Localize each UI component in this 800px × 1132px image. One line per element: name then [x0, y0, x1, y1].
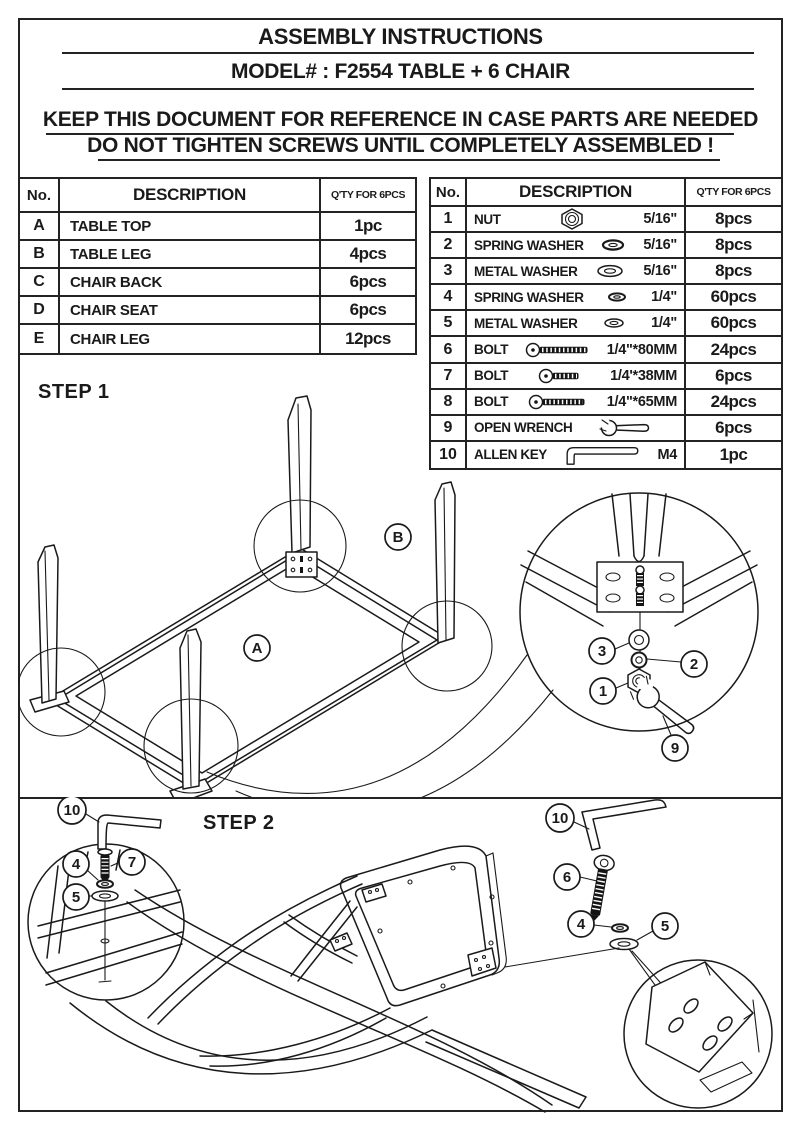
- callout-bolt-right: [554, 864, 580, 890]
- seat-underside-lines: [38, 850, 182, 985]
- row-description: CHAIR LEG: [60, 325, 321, 353]
- row-no: 8: [431, 390, 467, 416]
- row-description: TABLE TOP: [60, 213, 321, 241]
- spring-washer-right: [612, 924, 628, 932]
- callout-table-leg: [385, 524, 411, 550]
- part-name: BOLT: [474, 368, 509, 384]
- bolt-right: [584, 854, 615, 923]
- part-size: 1/4": [651, 315, 677, 332]
- parts-table-left: [18, 177, 417, 355]
- spring-washer-left: [97, 880, 113, 888]
- row-no: 6: [431, 337, 467, 363]
- step1-detail-view: [520, 493, 758, 761]
- part-size: 1/4"*80MM: [606, 341, 677, 358]
- row-qty: 8pcs: [686, 233, 781, 259]
- hex-nut-icon: [559, 207, 585, 231]
- row-no: A: [20, 213, 60, 241]
- row-qty: 60pcs: [686, 285, 781, 311]
- part-name: BOLT: [474, 394, 509, 410]
- row-qty: 12pcs: [321, 325, 415, 353]
- row-qty: 1pc: [321, 213, 415, 241]
- row-description: [467, 207, 686, 233]
- warning-line-1: KEEP THIS DOCUMENT FOR REFERENCE IN CASE PARTS ARE NEEDED: [42, 108, 759, 131]
- row-no: D: [20, 297, 60, 325]
- metal-washer-right: [610, 939, 638, 950]
- part-size: M4: [657, 446, 677, 463]
- row-description: [467, 233, 686, 259]
- row-no: 2: [431, 233, 467, 259]
- part-name: NUT: [474, 211, 501, 227]
- row-qty: 60pcs: [686, 311, 781, 337]
- spring-washer-part: [632, 653, 647, 668]
- table-leg-right: [435, 482, 455, 643]
- part-size: 5/16": [643, 211, 677, 228]
- row-no: 5: [431, 311, 467, 337]
- callout-spring-washer-left: [63, 851, 89, 877]
- row-no: 4: [431, 285, 467, 311]
- part-name: BOLT: [474, 342, 509, 358]
- callout-metal-washer: [589, 638, 615, 664]
- row-no: 3: [431, 259, 467, 285]
- row-qty: 8pcs: [686, 259, 781, 285]
- chair-seat-frame: [341, 846, 507, 1006]
- callout-metal-washer-right: [652, 913, 678, 939]
- table-top-frame: [48, 548, 447, 790]
- callout-allen-key-right: [546, 804, 574, 832]
- row-description: [467, 259, 686, 285]
- row-qty: 6pcs: [321, 269, 415, 297]
- row-qty: 24pcs: [686, 337, 781, 363]
- svg-text:2: 2: [689, 656, 699, 673]
- part-size: 5/16": [643, 237, 677, 254]
- part-name: METAL WASHER: [474, 315, 578, 331]
- row-no: 7: [431, 364, 467, 390]
- svg-text:9: 9: [670, 740, 680, 757]
- part-name: OPEN WRENCH: [474, 420, 573, 436]
- spring-washer-icon: [601, 238, 625, 252]
- svg-text:A: A: [251, 640, 263, 657]
- callout-table-top: [244, 635, 270, 661]
- column-header-qty: Q'TY FOR 6PCS: [686, 179, 781, 207]
- row-qty: 6pcs: [686, 416, 781, 442]
- step2-diagram: [18, 797, 783, 1114]
- column-header-qty: Q'TY FOR 6PCS: [321, 179, 415, 213]
- row-qty: 4pcs: [321, 241, 415, 269]
- step2-label: STEP 2: [203, 812, 275, 834]
- metal-washer-icon: [596, 264, 624, 278]
- row-no: B: [20, 241, 60, 269]
- warning-rule-2: [98, 159, 720, 161]
- column-header-no: No.: [20, 179, 60, 213]
- callout-metal-washer-left: [63, 884, 89, 910]
- svg-text:7: 7: [127, 854, 137, 871]
- row-qty: 6pcs: [686, 364, 781, 390]
- metal-washer-icon: [603, 317, 625, 329]
- row-description: [467, 311, 686, 337]
- step1-label: STEP 1: [38, 381, 110, 403]
- corner-bracket: [286, 552, 317, 577]
- table-leg-back: [288, 396, 311, 553]
- model-line: MODEL# : F2554 TABLE + 6 CHAIR: [231, 60, 570, 83]
- row-no: C: [20, 269, 60, 297]
- row-qty: 1pc: [686, 442, 781, 468]
- callout-allen-key-left: [58, 797, 86, 824]
- metal-washer-part: [629, 630, 649, 650]
- row-description: TABLE LEG: [60, 241, 321, 269]
- table-assembly: [18, 396, 492, 797]
- svg-text:B: B: [392, 529, 404, 546]
- page-title: ASSEMBLY INSTRUCTIONS: [258, 24, 543, 49]
- row-qty: 8pcs: [686, 207, 781, 233]
- part-size: 1/4": [651, 289, 677, 306]
- callout-spring-washer-right: [568, 911, 594, 937]
- callout-open-wrench: [662, 735, 688, 761]
- part-name: SPRING WASHER: [474, 289, 584, 305]
- table-leg-left: [30, 545, 69, 712]
- svg-text:5: 5: [660, 918, 670, 935]
- metal-washer-left: [92, 891, 118, 901]
- svg-text:4: 4: [576, 916, 586, 933]
- column-header-no: No.: [431, 179, 467, 207]
- corner-bracket-detail: [597, 562, 683, 612]
- part-size: 5/16": [643, 263, 677, 280]
- part-name: METAL WASHER: [474, 263, 578, 279]
- row-no: 10: [431, 442, 467, 468]
- row-no: 9: [431, 416, 467, 442]
- row-no: E: [20, 325, 60, 353]
- svg-text:4: 4: [71, 856, 81, 873]
- svg-text:3: 3: [597, 643, 607, 660]
- row-description: [467, 285, 686, 311]
- part-name: SPRING WASHER: [474, 237, 584, 253]
- allen-key-right: [582, 800, 666, 850]
- part-size: 1/4"*65MM: [606, 393, 677, 410]
- magnifier-leader: [207, 655, 553, 797]
- svg-text:6: 6: [562, 869, 572, 886]
- row-no: 1: [431, 207, 467, 233]
- step1-diagram: [18, 356, 783, 797]
- chair-legs-curves: [70, 876, 586, 1112]
- part-name: ALLEN KEY: [474, 447, 547, 463]
- svg-text:10: 10: [63, 802, 81, 819]
- svg-text:10: 10: [551, 810, 569, 827]
- row-description: CHAIR SEAT: [60, 297, 321, 325]
- callout-spring-washer: [681, 651, 707, 677]
- table-leg-front: [170, 629, 212, 797]
- seat-corner-bracket: [468, 948, 496, 976]
- callout-nut: [590, 678, 616, 704]
- title-rule: [62, 52, 754, 54]
- column-header-description: DESCRIPTION: [467, 179, 686, 207]
- part-size: 1/4'*38MM: [610, 367, 677, 384]
- svg-text:5: 5: [71, 889, 81, 906]
- warning-line-2: DO NOT TIGHTEN SCREWS UNTIL COMPLETELY ASSEMBLED !: [87, 134, 714, 157]
- column-header-description: DESCRIPTION: [60, 179, 321, 213]
- row-qty: 6pcs: [321, 297, 415, 325]
- spring-washer-icon: [607, 291, 627, 303]
- model-rule: [62, 88, 754, 90]
- row-description: CHAIR BACK: [60, 269, 321, 297]
- row-qty: 24pcs: [686, 390, 781, 416]
- step2-right-detail: [624, 960, 772, 1108]
- callout-bolt-left: [119, 849, 145, 875]
- bolt-left: [98, 849, 112, 883]
- svg-text:1: 1: [598, 683, 608, 700]
